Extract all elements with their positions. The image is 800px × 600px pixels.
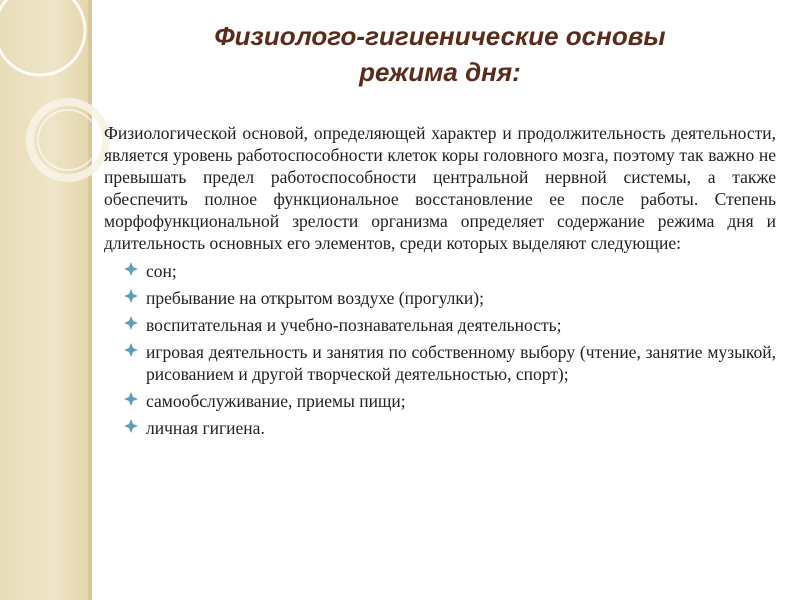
list-item-text: пребывание на открытом воздухе (прогулки);	[146, 288, 484, 308]
diamond-bullet-icon	[124, 289, 138, 303]
intro-paragraph: Физиологической основой, определяющей характер и продолжительность деятельности, является уровень работоспособности клеток коры головного мозга, поэтому так важно не превышать предел работоспособности центральной нервной системы, а также обеспечить полное функциональное восстановление ее после работы. Степень морфофункциональной зрелости организма определяет содержание режима дня и длительность основных его элементов, среди которых выделяют следующие:	[104, 123, 776, 253]
list-item-text: сон;	[146, 261, 177, 281]
list-item	[124, 314, 776, 336]
diamond-bullet-icon	[124, 262, 138, 276]
list-item	[124, 287, 776, 309]
bullet-list	[124, 260, 776, 439]
list-item-text: самообслуживание, приемы пищи;	[146, 391, 406, 411]
list-item	[124, 341, 776, 385]
decorative-rings-icon	[0, 0, 120, 220]
diamond-bullet-icon	[124, 419, 138, 433]
diamond-bullet-icon	[124, 343, 138, 357]
slide-body	[104, 122, 776, 444]
list-item	[124, 417, 776, 439]
list-item-text: игровая деятельность и занятия по собственному выбору (чтение, занятие музыкой, рисованием и другой творческой деятельностью, спорт);	[146, 342, 776, 384]
title-line-1: Физиолого-гигиенические основы	[214, 21, 666, 51]
list-item	[124, 260, 776, 282]
list-item	[124, 390, 776, 412]
diamond-bullet-icon	[124, 316, 138, 330]
diamond-bullet-icon	[124, 392, 138, 406]
title-line-2: режима дня:	[359, 57, 521, 87]
list-item-text: личная гигиена.	[146, 418, 265, 438]
page-title	[110, 18, 770, 90]
list-item-text: воспитательная и учебно-познавательная деятельность;	[146, 315, 562, 335]
